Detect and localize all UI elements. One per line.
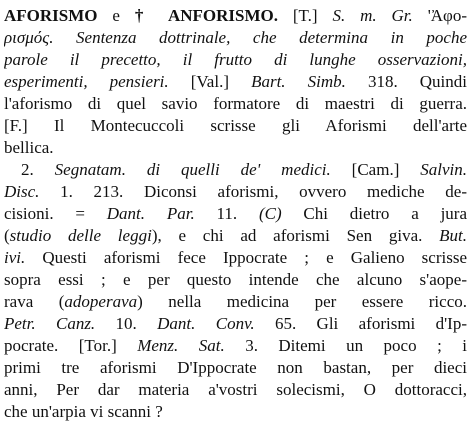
italic-text: Petr. Canz.: [4, 314, 96, 333]
body-text: 'Ἀφο-: [412, 6, 467, 25]
body-text: Chi dietro a jura: [281, 204, 467, 223]
body-text: 65. Gli aforismi d'Ip-: [254, 314, 467, 333]
entry-line: [4, 313, 467, 335]
body-text: e: [97, 6, 135, 25]
italic-text: esperimenti, pensieri.: [4, 72, 169, 91]
italic-text: Sentenza dottrinale, che determina in poche: [76, 28, 467, 47]
body-text: cisioni. =: [4, 204, 107, 223]
entry-line: [4, 203, 467, 225]
italic-text: Disc.: [4, 182, 40, 201]
body-text: bellica.: [4, 138, 54, 157]
body-text: che un'arpia vi scanni ?: [4, 402, 163, 421]
body-text: sopra essi ; e per questo intende che alcuno s'aope-: [4, 270, 467, 289]
entry-line: [4, 401, 467, 423]
italic-text: Salvin.: [420, 160, 467, 179]
body-text: [T.]: [277, 6, 333, 25]
body-text: [Cam.]: [330, 160, 421, 179]
italic-text: ivi.: [4, 248, 26, 267]
italic-text: But.: [439, 226, 467, 245]
body-text: pocrate. [Tor.]: [4, 336, 138, 355]
italic-text: ρισμός.: [4, 28, 54, 47]
body-text: anni, Per dar materia a'vostri solecismi, O dottoracci,: [4, 380, 467, 399]
entry-line: [4, 5, 467, 27]
entry-line: [4, 357, 467, 379]
body-text: [Val.]: [168, 72, 252, 91]
italic-text: Bart. Simb.: [251, 72, 346, 91]
body-text: 2.: [21, 160, 55, 179]
entry-line: [4, 49, 467, 71]
headword: AFORISMO: [4, 6, 98, 25]
italic-text: Dant. Conv.: [157, 314, 255, 333]
body-text: ), e chi ad aforismi Sen giva.: [151, 226, 440, 245]
body-text: 10.: [95, 314, 158, 333]
entry-line: [4, 159, 467, 181]
body-text: (: [4, 226, 10, 245]
body-text: Questi aforismi fece Ippocrate ; e Galieno scrisse: [25, 248, 467, 267]
entry-line: [4, 115, 467, 137]
entry-line: [4, 335, 467, 357]
entry-line: [4, 93, 467, 115]
body-text: 3. Ditemi un poco ; i: [224, 336, 467, 355]
body-text: l'aforismo di quel savio formatore di maestri di guerra.: [4, 94, 467, 113]
italic-text: Menz. Sat.: [137, 336, 225, 355]
italic-text: studio delle leggi: [9, 226, 152, 245]
headword: † ANFORISMO.: [134, 6, 278, 25]
body-text: 1. 213. Diconsi aforismi, ovvero mediche de-: [39, 182, 467, 201]
entry-line: [4, 27, 467, 49]
italic-text: S. m. Gr.: [332, 6, 413, 25]
body-text: 11.: [194, 204, 259, 223]
body-text: primi tre aforismi D'Ippocrate non bastan, per dieci: [4, 358, 467, 377]
entry-line: [4, 225, 467, 247]
body-text: ) nella medicina per essere ricco.: [137, 292, 467, 311]
entry-line: [4, 379, 467, 401]
body-text: [F.] Il Montecuccoli scrisse gli Aforismi dell'arte: [4, 116, 467, 135]
entry-text: [4, 5, 467, 423]
italic-text: Dant. Par.: [106, 204, 195, 223]
body-text: 318. Quindi: [345, 72, 467, 91]
italic-text: (C): [258, 204, 282, 223]
entry-line: [4, 181, 467, 203]
italic-text: parole il precetto, il frutto di lunghe osservazioni,: [4, 50, 467, 69]
entry-line: [4, 71, 467, 93]
entry-line: [4, 291, 467, 313]
body-text: [53, 28, 76, 47]
entry-line: [4, 137, 467, 159]
italic-text: Segnatam. di quelli de' medici.: [54, 160, 331, 179]
body-text: rava (: [4, 292, 65, 311]
entry-line: [4, 269, 467, 291]
entry-line: [4, 247, 467, 269]
italic-text: adoperava: [64, 292, 138, 311]
